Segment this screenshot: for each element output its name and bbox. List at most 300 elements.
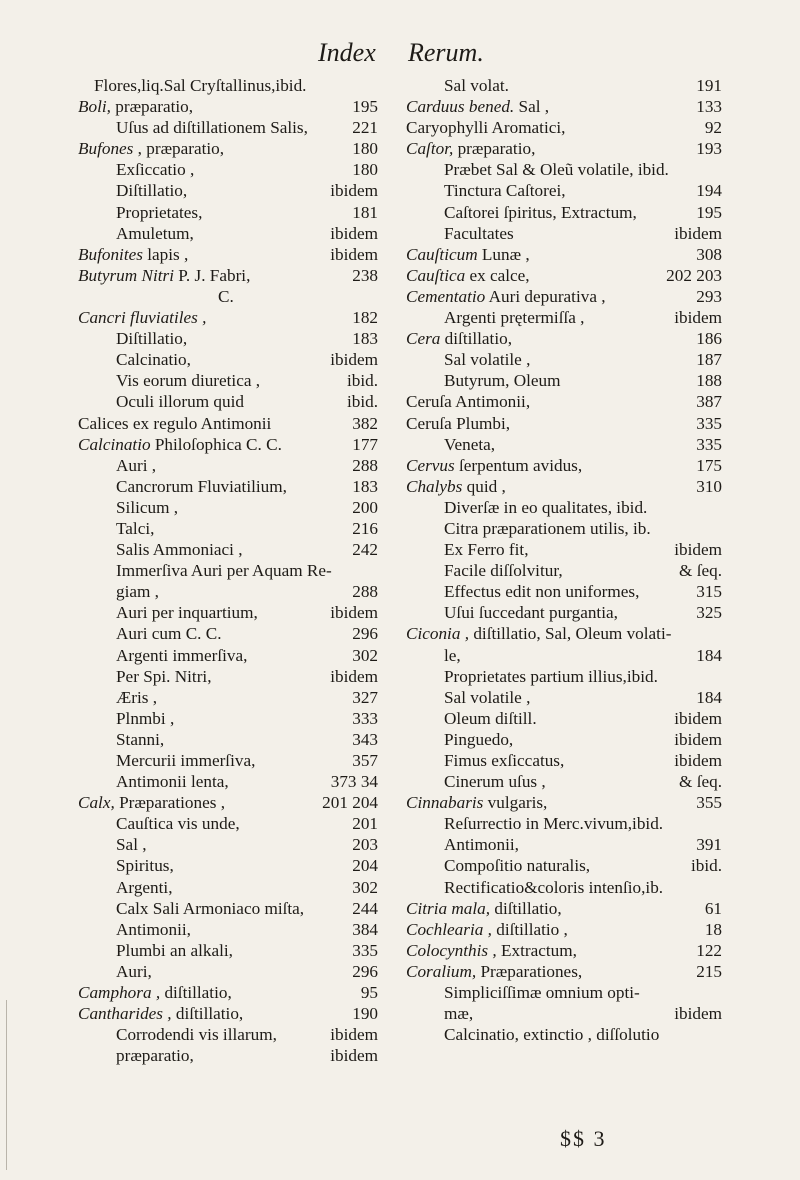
page-reference: ibidem bbox=[330, 603, 378, 623]
entry-subtext: Stanni, bbox=[116, 729, 165, 749]
entry-subtext: Argenti, bbox=[116, 877, 173, 897]
index-entry bbox=[406, 180, 722, 201]
index-entry bbox=[406, 940, 722, 961]
index-entry bbox=[78, 159, 378, 180]
entry-subtext: Simpliciſſimæ omnium opti- bbox=[444, 983, 640, 1003]
page-reference: ibidem bbox=[674, 540, 722, 560]
page-reference: 184 bbox=[696, 687, 722, 707]
page-reference: & ſeq. bbox=[679, 561, 722, 581]
entry-text bbox=[116, 180, 187, 201]
index-entry bbox=[78, 202, 378, 223]
entry-subtext: Calx Sali Armoniaco miſta, bbox=[116, 898, 305, 918]
page-reference: 215 bbox=[696, 961, 722, 981]
entry-text bbox=[444, 497, 647, 518]
index-entry bbox=[406, 666, 722, 687]
entry-text bbox=[116, 940, 233, 961]
entry-subtext: Amuletum, bbox=[116, 223, 194, 243]
entry-text bbox=[78, 96, 193, 117]
entry-text bbox=[116, 961, 152, 982]
entry-subtext: Cauſtica vis unde, bbox=[116, 814, 240, 834]
entry-text bbox=[78, 413, 271, 434]
index-entry bbox=[78, 834, 378, 855]
page-reference: 238 bbox=[352, 265, 378, 285]
index-entry bbox=[78, 750, 378, 771]
entry-subtext: Oleum diſtill. bbox=[444, 708, 537, 728]
index-entry bbox=[406, 750, 722, 771]
entry-subtext: ſerpentum avidus, bbox=[459, 455, 583, 475]
page-reference: ibidem bbox=[674, 308, 722, 328]
entry-subtext: Calices ex regulo Antimonii bbox=[78, 413, 272, 433]
index-entry bbox=[406, 265, 722, 286]
entry-text bbox=[406, 286, 606, 307]
entry-heading: Chalybs bbox=[406, 476, 463, 496]
index-entry bbox=[406, 202, 722, 223]
index-entry bbox=[78, 244, 378, 265]
index-entry bbox=[78, 1024, 378, 1045]
page-reference: 387 bbox=[696, 392, 722, 412]
entry-text bbox=[444, 560, 563, 581]
entry-subtext: mæ, bbox=[444, 1004, 474, 1024]
entry-subtext: diſtillatio, Sal, Oleum volati- bbox=[473, 624, 672, 644]
entry-subtext: Antimonii, bbox=[116, 919, 191, 939]
entry-text bbox=[116, 159, 194, 180]
index-entry bbox=[406, 370, 722, 391]
page-reference: 327 bbox=[352, 687, 378, 707]
entry-text bbox=[444, 750, 564, 771]
index-entry bbox=[78, 391, 378, 412]
entry-subtext: Uſui ſuccedant purgantia, bbox=[444, 603, 618, 623]
entry-subtext: Immerſiva Auri per Aquam Re- bbox=[116, 561, 332, 581]
index-entry bbox=[78, 729, 378, 750]
entry-subtext: Cinerum uſus , bbox=[444, 772, 546, 792]
entry-text bbox=[406, 792, 547, 813]
entry-text bbox=[116, 623, 222, 644]
index-entry bbox=[78, 96, 378, 117]
index-entry bbox=[78, 328, 378, 349]
entry-text bbox=[116, 813, 240, 834]
page-reference: 191 bbox=[696, 76, 722, 95]
index-entry bbox=[406, 877, 722, 898]
entry-text bbox=[444, 159, 669, 180]
entry-text bbox=[94, 75, 306, 96]
entry-subtext: Citra præparationem utilis, ib. bbox=[444, 518, 651, 538]
entry-heading: Cantharides , bbox=[78, 1004, 172, 1024]
entry-subtext: Silicum , bbox=[116, 497, 179, 517]
entry-subtext: Diverſæ in eo qualitates, ibid. bbox=[444, 497, 648, 517]
entry-text bbox=[406, 244, 530, 265]
index-entry bbox=[78, 898, 378, 919]
index-entry bbox=[78, 265, 378, 286]
page-reference: ibidem bbox=[330, 1046, 378, 1066]
page-reference: 186 bbox=[696, 329, 722, 349]
entry-text bbox=[406, 117, 565, 138]
entry-subtext: Facile diſſolvitur, bbox=[444, 561, 563, 581]
entry-subtext: Philoſophica C. C. bbox=[154, 434, 282, 454]
page-reference: 221 bbox=[352, 118, 378, 138]
page-reference: 288 bbox=[352, 582, 378, 602]
entry-subtext: Vis eorum diuretica , bbox=[116, 371, 261, 391]
entry-heading: Cementatio bbox=[406, 286, 486, 306]
index-entry bbox=[78, 940, 378, 961]
index-entry bbox=[406, 602, 722, 623]
page-reference: ibidem bbox=[674, 751, 722, 770]
page-reference: 343 bbox=[352, 729, 378, 749]
index-entry bbox=[406, 307, 722, 328]
entry-heading: Colocynthis , bbox=[406, 940, 497, 960]
entry-text bbox=[116, 117, 308, 138]
entry-heading: Cervus bbox=[406, 455, 455, 475]
entry-text bbox=[444, 75, 509, 96]
index-entry bbox=[78, 855, 378, 876]
page-reference: 355 bbox=[696, 793, 722, 813]
entry-subtext: Reſurrectio in Merc.vivum,ibid. bbox=[444, 814, 664, 834]
index-entry bbox=[78, 349, 378, 370]
index-entry bbox=[78, 792, 378, 813]
entry-text bbox=[406, 476, 506, 497]
entry-subtext: Oculi illorum quid bbox=[116, 392, 244, 412]
entry-text bbox=[116, 518, 154, 539]
index-entry bbox=[406, 813, 722, 834]
page-reference: 194 bbox=[696, 181, 722, 201]
index-entry bbox=[406, 476, 722, 497]
page-reference: 182 bbox=[352, 308, 378, 328]
entry-heading: Citria mala, bbox=[406, 898, 491, 918]
index-entry bbox=[406, 223, 722, 244]
entry-text bbox=[116, 750, 255, 771]
entry-subtext: Auri per inquartium, bbox=[116, 603, 258, 623]
page-header bbox=[0, 38, 800, 78]
entry-text bbox=[78, 434, 282, 455]
entry-heading: Cochlearia , bbox=[406, 919, 492, 939]
entry-text bbox=[116, 708, 174, 729]
entry-text bbox=[444, 539, 529, 560]
entry-heading: Caſtor, bbox=[406, 139, 454, 159]
page-reference: ibid. bbox=[346, 371, 378, 391]
entry-text bbox=[116, 771, 229, 792]
entry-subtext: Pinguedo, bbox=[444, 729, 514, 749]
index-entry bbox=[406, 391, 722, 412]
index-entry bbox=[78, 138, 378, 159]
entry-text bbox=[444, 708, 537, 729]
entry-text bbox=[444, 729, 513, 750]
entry-heading: Butyrum Nitri bbox=[78, 265, 174, 285]
entry-text bbox=[444, 771, 546, 792]
entry-heading: Calx, bbox=[78, 793, 115, 813]
entry-text bbox=[444, 1003, 473, 1024]
index-entry bbox=[406, 1003, 722, 1024]
index-entry bbox=[406, 286, 722, 307]
entry-text bbox=[116, 370, 260, 391]
page-reference: 308 bbox=[696, 244, 722, 264]
entry-text bbox=[406, 328, 512, 349]
index-entry bbox=[406, 497, 722, 518]
entry-subtext: Compoſitio naturalis, bbox=[444, 856, 591, 876]
page-reference: 61 bbox=[704, 898, 722, 918]
page-reference: 391 bbox=[696, 835, 722, 855]
header-index: Index bbox=[318, 38, 376, 67]
entry-subtext: præparatio, bbox=[457, 139, 536, 159]
index-entry bbox=[78, 476, 378, 497]
entry-text bbox=[116, 581, 159, 602]
entry-heading: Bufones bbox=[78, 139, 134, 159]
page-reference: ibidem bbox=[330, 223, 378, 243]
index-entry bbox=[78, 919, 378, 940]
page-reference: 373 34 bbox=[330, 772, 378, 792]
page-reference: 204 bbox=[352, 856, 378, 876]
entry-text bbox=[218, 286, 234, 307]
entry-subtext: Ex Ferro fit, bbox=[444, 540, 529, 560]
entry-heading: Cinnabaris bbox=[406, 793, 484, 813]
page-reference: 216 bbox=[352, 518, 378, 538]
entry-subtext: Cancrorum Fluviatilium, bbox=[116, 476, 287, 496]
page-reference: 335 bbox=[352, 940, 378, 960]
entry-text bbox=[116, 877, 173, 898]
index-entry bbox=[78, 1045, 378, 1066]
entry-subtext: Caryophylli Aromatici, bbox=[406, 118, 566, 138]
entry-text bbox=[406, 940, 577, 961]
entry-subtext: Caſtorei ſpiritus, Extractum, bbox=[444, 202, 637, 222]
entry-text bbox=[406, 391, 530, 412]
page-reference: 384 bbox=[352, 919, 378, 939]
entry-text bbox=[116, 476, 287, 497]
entry-text bbox=[406, 898, 562, 919]
page-reference: ibidem bbox=[674, 223, 722, 243]
index-entry bbox=[78, 1003, 378, 1024]
page-reference: 335 bbox=[696, 434, 722, 454]
page-reference: 122 bbox=[696, 940, 722, 960]
index-entry bbox=[406, 117, 722, 138]
entry-text bbox=[78, 138, 224, 159]
entry-subtext: Uſus ad diſtillationem Salis, bbox=[116, 118, 308, 138]
index-entry bbox=[406, 708, 722, 729]
index-entry bbox=[78, 666, 378, 687]
entry-text bbox=[78, 1003, 243, 1024]
entry-text bbox=[116, 202, 202, 223]
index-entry bbox=[78, 645, 378, 666]
page-reference: 175 bbox=[696, 455, 722, 475]
entry-subtext: Diſtillatio, bbox=[116, 181, 188, 201]
index-entry bbox=[406, 539, 722, 560]
index-entry bbox=[406, 687, 722, 708]
entry-subtext: diſtillatio, bbox=[175, 1004, 244, 1024]
margin-rule bbox=[6, 1000, 7, 1170]
entry-subtext: Effectus edit non uniformes, bbox=[444, 582, 640, 602]
entry-text bbox=[444, 834, 519, 855]
entry-text bbox=[444, 813, 663, 834]
index-entry bbox=[406, 645, 722, 666]
entry-subtext: giam , bbox=[116, 582, 159, 602]
index-entry bbox=[406, 855, 722, 876]
page-reference: 296 bbox=[352, 624, 378, 644]
entry-text bbox=[116, 497, 178, 518]
page-reference: 187 bbox=[696, 350, 722, 370]
entry-subtext: lapis , bbox=[147, 244, 189, 264]
header-rerum: Rerum. bbox=[408, 38, 484, 67]
page-reference: 193 bbox=[696, 139, 722, 159]
entry-subtext: Argenti immerſiva, bbox=[116, 645, 248, 665]
entry-text bbox=[78, 792, 225, 813]
entry-text bbox=[444, 982, 640, 1003]
page-reference: 202 203 bbox=[666, 265, 722, 285]
entry-subtext: ex calce, bbox=[469, 265, 530, 285]
entry-subtext: Auri , bbox=[116, 455, 157, 475]
entry-subtext: diſtillatio , bbox=[496, 919, 568, 939]
entry-text bbox=[444, 581, 639, 602]
entry-subtext: Sal volatile , bbox=[444, 687, 531, 707]
entry-subtext: vulgaris, bbox=[487, 793, 548, 813]
page-reference: 302 bbox=[352, 645, 378, 665]
entry-subtext: Sal volat. bbox=[444, 76, 509, 95]
entry-text bbox=[116, 919, 191, 940]
index-entry bbox=[78, 180, 378, 201]
entry-text bbox=[406, 265, 530, 286]
index-entry bbox=[78, 75, 378, 96]
entry-subtext: Talci, bbox=[116, 518, 155, 538]
index-entry bbox=[406, 159, 722, 180]
entry-subtext: Præbet Sal & Oleũ volatile, ibid. bbox=[444, 160, 669, 180]
entry-subtext: Proprietates, bbox=[116, 202, 203, 222]
index-entry bbox=[78, 813, 378, 834]
entry-subtext: Butyrum, Oleum bbox=[444, 371, 561, 391]
entry-text bbox=[78, 244, 188, 265]
entry-subtext: Exſiccatio , bbox=[116, 160, 195, 180]
entry-heading: Cera bbox=[406, 329, 441, 349]
page-reference: ibidem bbox=[674, 1004, 722, 1024]
entry-text bbox=[116, 687, 157, 708]
index-entry bbox=[78, 581, 378, 602]
page-reference: 177 bbox=[352, 434, 378, 454]
page-reference: ibidem bbox=[330, 666, 378, 686]
entry-text bbox=[116, 223, 194, 244]
index-entry bbox=[406, 244, 722, 265]
page-reference: 288 bbox=[352, 455, 378, 475]
entry-text bbox=[406, 919, 568, 940]
index-entry bbox=[78, 539, 378, 560]
page-reference: ibid. bbox=[690, 856, 722, 876]
index-entry bbox=[78, 982, 378, 1003]
page-reference: ibidem bbox=[330, 181, 378, 201]
entry-text bbox=[444, 370, 561, 391]
index-entry bbox=[78, 877, 378, 898]
page-reference: 18 bbox=[704, 919, 722, 939]
entry-heading: Cancri fluviatiles , bbox=[78, 308, 207, 328]
entry-text bbox=[444, 602, 618, 623]
index-entry bbox=[78, 117, 378, 138]
index-entry bbox=[78, 307, 378, 328]
entry-text bbox=[116, 560, 332, 581]
index-column-left bbox=[78, 75, 378, 1066]
index-entry bbox=[406, 834, 722, 855]
entry-subtext: Præparationes , bbox=[119, 793, 226, 813]
entry-heading: Bufonites bbox=[78, 244, 143, 264]
page-reference: 183 bbox=[352, 329, 378, 349]
entry-text bbox=[406, 623, 671, 644]
entry-subtext: Corrodendi vis illarum, bbox=[116, 1025, 277, 1045]
page-reference: 335 bbox=[696, 413, 722, 433]
page-reference: 325 bbox=[696, 603, 722, 623]
entry-subtext: C. bbox=[218, 286, 234, 306]
entry-text bbox=[116, 349, 191, 370]
page-reference: 184 bbox=[696, 645, 722, 665]
entry-heading: Carduus bened. bbox=[406, 97, 515, 117]
page-reference: 180 bbox=[352, 139, 378, 159]
entry-heading: Camphora , bbox=[78, 983, 161, 1003]
entry-text bbox=[116, 539, 243, 560]
entry-subtext: Rectificatio&coloris intenſio,ib. bbox=[444, 877, 664, 897]
page-reference: 95 bbox=[360, 983, 378, 1003]
entry-text bbox=[444, 1024, 659, 1045]
entry-subtext: Per Spi. Nitri, bbox=[116, 666, 212, 686]
entry-subtext: Salis Ammoniaci , bbox=[116, 540, 243, 560]
index-entry bbox=[78, 961, 378, 982]
entry-text bbox=[406, 96, 549, 117]
entry-subtext: Æris , bbox=[116, 687, 158, 707]
page-reference: ibidem bbox=[330, 1025, 378, 1045]
index-column-right bbox=[406, 75, 722, 1045]
index-entry bbox=[78, 434, 378, 455]
index-entry bbox=[406, 434, 722, 455]
entry-text bbox=[116, 328, 187, 349]
entry-subtext: Auri depurativa , bbox=[488, 286, 606, 306]
page-reference: 188 bbox=[696, 371, 722, 391]
entry-text bbox=[406, 138, 535, 159]
index-entry bbox=[406, 349, 722, 370]
entry-text bbox=[406, 961, 582, 982]
page-reference: 195 bbox=[352, 97, 378, 117]
entry-subtext: Ceruſa Antimonii, bbox=[406, 392, 531, 412]
page-reference: 201 bbox=[352, 814, 378, 834]
page-reference: 302 bbox=[352, 877, 378, 897]
entry-subtext: Antimonii lenta, bbox=[116, 772, 229, 792]
index-entry bbox=[406, 982, 722, 1003]
page-reference: 92 bbox=[704, 118, 722, 138]
entry-text bbox=[444, 307, 584, 328]
page-reference: 203 bbox=[352, 835, 378, 855]
index-entry bbox=[406, 919, 722, 940]
entry-text bbox=[116, 898, 304, 919]
page-reference: 296 bbox=[352, 961, 378, 981]
page-reference: 242 bbox=[352, 540, 378, 560]
entry-subtext: Plumbi an alkali, bbox=[116, 940, 233, 960]
entry-subtext: Sal , bbox=[116, 835, 147, 855]
index-entry bbox=[78, 518, 378, 539]
entry-text bbox=[444, 877, 663, 898]
entry-subtext: Facultates bbox=[444, 223, 514, 243]
index-entry bbox=[78, 771, 378, 792]
index-entry bbox=[78, 370, 378, 391]
entry-text bbox=[116, 1045, 194, 1066]
entry-text bbox=[78, 307, 206, 328]
entry-subtext: Mercurii immerſiva, bbox=[116, 751, 256, 770]
index-entry bbox=[78, 602, 378, 623]
entry-text bbox=[444, 687, 530, 708]
page-reference: 195 bbox=[696, 202, 722, 222]
index-entry bbox=[78, 687, 378, 708]
page-reference: ibid. bbox=[346, 392, 378, 412]
index-entry bbox=[406, 328, 722, 349]
page-reference: 201 204 bbox=[322, 793, 378, 813]
page-reference: 180 bbox=[352, 160, 378, 180]
index-entry bbox=[406, 623, 722, 644]
entry-subtext: Calcinatio, extinctio , diſſolutio bbox=[444, 1025, 660, 1045]
index-entry bbox=[78, 413, 378, 434]
index-entry bbox=[406, 560, 722, 581]
index-entry bbox=[78, 623, 378, 644]
page-reference: 293 bbox=[696, 286, 722, 306]
entry-subtext: Sal , bbox=[518, 97, 550, 117]
entry-text bbox=[444, 349, 530, 370]
page-reference: 244 bbox=[352, 898, 378, 918]
